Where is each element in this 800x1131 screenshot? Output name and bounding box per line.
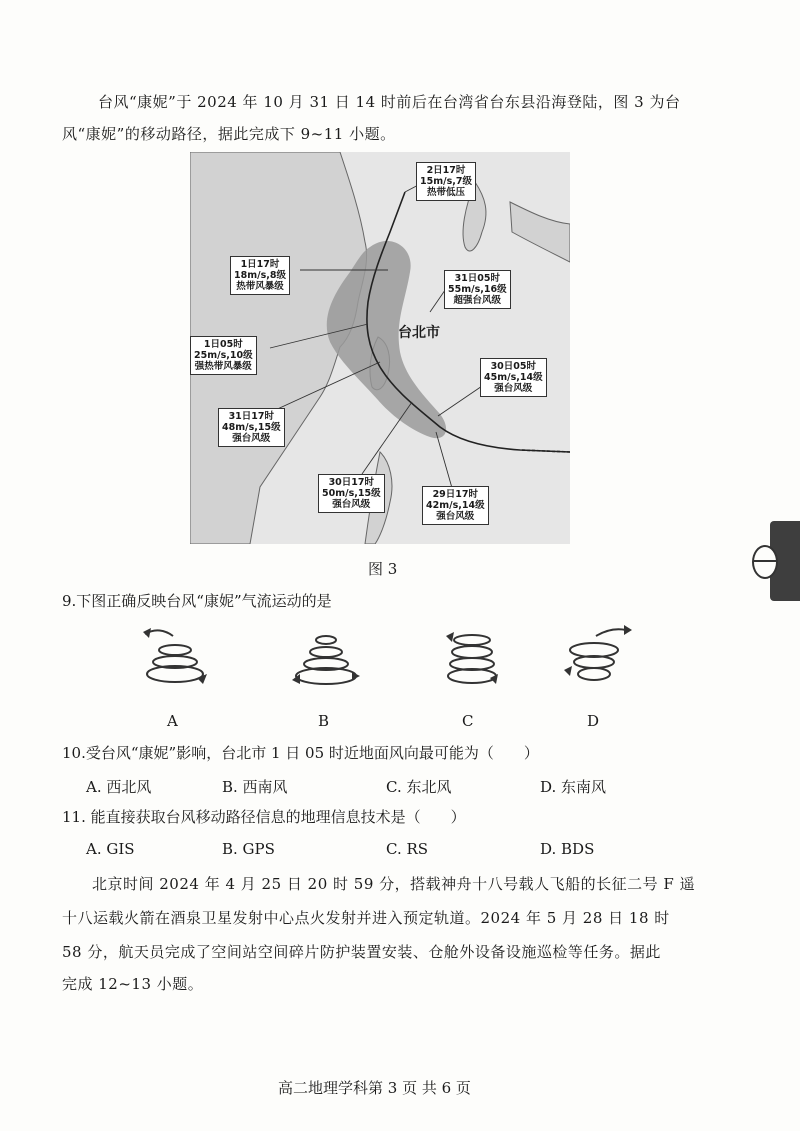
label-time: 31日05时: [454, 273, 501, 284]
label-level: 强台风级: [436, 511, 475, 522]
q11-option-c[interactable]: C. RS: [386, 840, 429, 858]
passage2-line-2: 十八运载火箭在酒泉卫星发射中心点火发射并进入预定轨道。2024 年 5 月 28 日 18 时: [62, 909, 670, 927]
city-label-taipei: 台北市: [398, 325, 440, 341]
passage2-line-1: 北京时间 2024 年 4 月 25 日 20 时 59 分，搭载神舟十八号载人飞船的长征二号 F 遥: [92, 875, 696, 893]
q9-option-b[interactable]: B: [318, 712, 330, 730]
intro-line-1: 台风“康妮”于 2024 年 10 月 31 日 14 时前后在台湾省台东县沿海登陆，图 3 为台: [98, 93, 681, 111]
label-time: 30日05时: [490, 361, 537, 372]
label-speed: 50m/s,15级: [322, 488, 381, 499]
binding-line: [754, 560, 778, 562]
label-speed: 42m/s,14级: [426, 500, 485, 511]
intro-line-2: 风“康妮”的移动路径，据此完成下 9~11 小题。: [62, 125, 396, 143]
airflow-diagram-a: [135, 622, 215, 694]
label-speed: 48m/s,15级: [222, 422, 281, 433]
q9-stem: 9.下图正确反映台风“康妮”气流运动的是: [62, 592, 332, 610]
track-label-29d17: [422, 486, 489, 525]
track-label-31d05: [444, 270, 511, 309]
q11-option-b[interactable]: B. GPS: [222, 840, 275, 858]
track-label-30d05: [480, 358, 547, 397]
figure-caption: 图 3: [368, 560, 398, 578]
track-label-30d17: [318, 474, 385, 513]
label-time: 1日17时: [240, 259, 280, 270]
label-level: 强热带风暴级: [194, 361, 252, 372]
q10-option-b[interactable]: B. 西南风: [222, 778, 288, 796]
label-speed: 25m/s,10级: [194, 350, 253, 361]
label-time: 2日17时: [426, 165, 466, 176]
airflow-diagram-c: [432, 622, 512, 694]
q9-option-d[interactable]: D: [587, 712, 600, 730]
page-footer: 高二地理学科第 3 页 共 6 页: [278, 1079, 471, 1097]
label-speed: 18m/s,8级: [234, 270, 286, 281]
label-level: 热带低压: [426, 187, 465, 198]
binding-circle-icon: [752, 545, 778, 579]
q9-option-c[interactable]: C: [462, 712, 474, 730]
label-level: 强台风级: [332, 499, 371, 510]
track-label-31d17: [218, 408, 285, 447]
label-level: 强台风级: [494, 383, 533, 394]
q11-option-d[interactable]: D. BDS: [540, 840, 595, 858]
passage2-line-4: 完成 12~13 小题。: [62, 975, 204, 993]
q11-stem: 11. 能直接获取台风移动路径信息的地理信息技术是（ ）: [62, 808, 466, 826]
q9-option-a[interactable]: A: [167, 712, 178, 730]
label-level: 强台风级: [232, 433, 271, 444]
q10-option-a[interactable]: A. 西北风: [86, 778, 152, 796]
label-speed: 45m/s,14级: [484, 372, 543, 383]
typhoon-track-map: [190, 152, 570, 544]
label-time: 1日05时: [203, 339, 243, 350]
label-level: 超强台风级: [453, 295, 502, 306]
track-label-1d17: [230, 256, 290, 295]
q10-option-d[interactable]: D. 东南风: [540, 778, 607, 796]
label-time: 31日17时: [228, 411, 275, 422]
label-time: 30日17时: [328, 477, 375, 488]
label-level: 热带风暴级: [236, 281, 284, 292]
label-speed: 15m/s,7级: [420, 176, 472, 187]
track-label-2d17: [416, 162, 476, 201]
track-label-1d05: [190, 336, 257, 375]
label-time: 29日17时: [432, 489, 479, 500]
passage2-line-3: 58 分，航天员完成了空间站空间碎片防护装置安装、仓舱外设备设施巡检等任务。据此: [62, 943, 661, 961]
q10-option-c[interactable]: C. 东北风: [386, 778, 452, 796]
label-speed: 55m/s,16级: [448, 284, 507, 295]
airflow-diagram-d: [554, 622, 634, 694]
airflow-diagram-b: [286, 622, 366, 694]
q11-option-a[interactable]: A. GIS: [86, 840, 135, 858]
q10-stem: 10.受台风“康妮”影响，台北市 1 日 05 时近地面风向最可能为（ ）: [62, 744, 539, 762]
